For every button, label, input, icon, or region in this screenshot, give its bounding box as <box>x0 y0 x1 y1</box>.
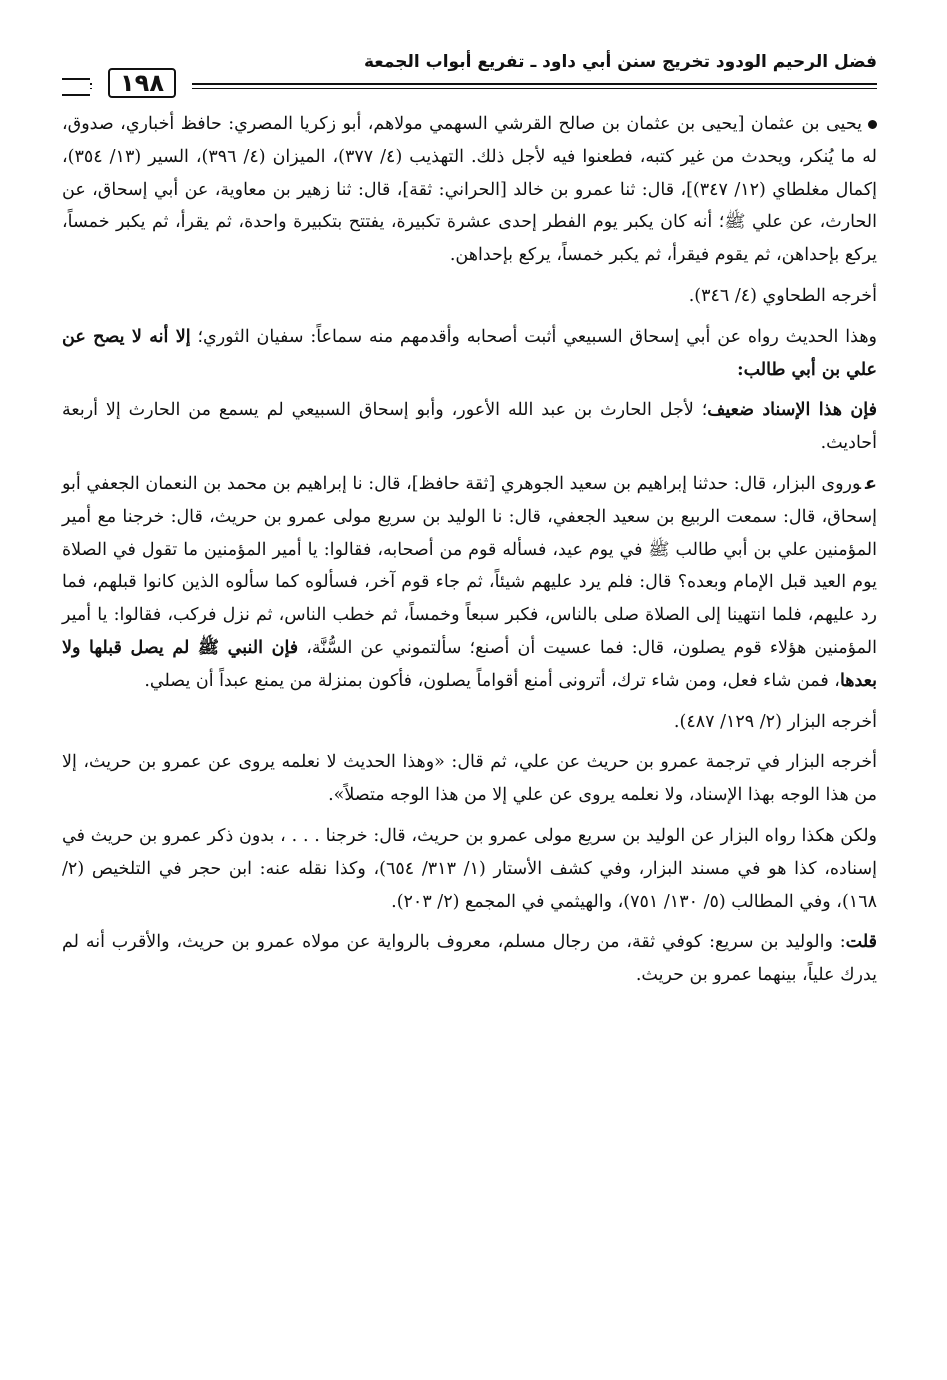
paragraph: فإن هذا الإسناد ضعيف؛ لأجل الحارث بن عبد الله الأعور، وأبو إسحاق السبيعي لم يسمع من الحارث إلا أربعة أحاديث. <box>62 400 877 454</box>
paragraph: أخرجه البزار في ترجمة عمرو بن حريث عن علي، ثم قال: «وهذا الحديث لا نعلمه يروى عن عمرو بن حريث، إلا من هذا الوجه بهذا الإسناد، ولا نعلمه يروى عن علي إلا من هذا الوجه متصلاً». <box>62 752 877 806</box>
book-page <box>62 38 877 1358</box>
bullet-mark: ع <box>865 473 877 494</box>
header-ornament <box>62 78 90 96</box>
page-number-frame <box>92 68 192 98</box>
paragraph: أخرجه البزار (٢/ ١٢٩/ ٤٨٧). <box>673 711 877 732</box>
paragraph: قلت: والوليد بن سريع: كوفي ثقة، من رجال مسلم، معروف بالرواية عن مولاه عمرو بن حريث، والأقرب أنه لم يدرك علياً، بينهما عمرو بن حريث. <box>62 932 877 986</box>
page-body <box>62 108 877 992</box>
paragraph: عوروى البزار، قال: حدثنا إبراهيم بن سعيد الجوهري [ثقة حافظ]، قال: نا إبراهيم بن محمد بن النعمان الجعفي أبو إسحاق، قال: سمعت الربيع بن سعيد الجعفي، قال: نا الوليد بن سريع مولى عمرو بن حريث، قال: خرجنا مع أمير المؤمنين علي بن أبي طالب ﷺ في يوم عيد، فسأله قوم من أصحابه، فقالوا: يا أمير المؤمنين ما تقول في الصلاة يوم العيد قبل الإمام وبعده؟ قال: فلم يرد عليهم شيئاً، ثم جاء قوم آخر، فسألوه كما سألوه الذين كانوا قبلهم، فما رد عليهم، فلما انتهينا إلى الصلاة صلى بالناس، فكبر سبعاً وخمساً، ثم خطب الناس، ثم نزل فركب، فقالوا: يا أمير المؤمنين هؤلاء قوم يصلون، قال: فما عسيت أن أصنع؛ سألتموني عن السُّنَّة، فإن النبي ﷺ لم يصل قبلها ولا بعدها، فمن شاء فعل، ومن شاء ترك، أترونى أمنع أقواماً يصلون، فأكون بمنزلة من يمنع عبداً أن يصلي. <box>62 473 877 691</box>
page-number: ١٩٨ <box>108 68 176 98</box>
bullet-icon <box>868 120 877 129</box>
paragraph: يحيى بن عثمان [يحيى بن عثمان بن صالح القرشي السهمي مولاهم، أبو زكريا المصري: حافظ أخباري، صدوق، له ما يُنكر، ويحدث من غير كتبه، فطعنوا فيه لأجل ذلك. التهذيب (٤/ ٣٧٧)، الميزان (٤/ ٣٩٦)، السير (١٣/ ٣٥٤)، إكمال مغلطاي (١٢/ ٣٤٧)]، قال: ثنا عمرو بن خالد [الحراني: ثقة]، قال: ثنا زهير بن معاوية، عن أبي إسحاق، عن الحارث، عن علي ﷺ؛ أنه كان يكبر يوم الفطر إحدى عشرة تكبيرة، يفتتح بتكبيرة واحدة، ثم يقرأ، ثم يكبر خمساً، يركع بإحداهن، ثم يقوم فيقرأ، ثم يكبر خمساً، يركع بإحداهن. <box>62 114 877 266</box>
running-title: فضل الرحيم الودود تخريج سنن أبي داود ـ تفريع أبواب الجمعة <box>363 52 877 72</box>
page-header <box>62 38 877 108</box>
paragraph: أخرجه الطحاوي (٤/ ٣٤٦). <box>688 285 877 306</box>
paragraph: وهذا الحديث رواه عن أبي إسحاق السبيعي أثبت أصحابه وأقدمهم منه سماعاً: سفيان الثوري؛ إلا أنه لا يصح عن علي بن أبي طالب: <box>62 326 877 380</box>
paragraph: ولكن هكذا رواه البزار عن الوليد بن سريع مولى عمرو بن حريث، قال: خرجنا . . . ، بدون ذكر عمرو بن حريث في إسناده، كذا هو في مسند البزار، وفي كشف الأستار (١/ ٣١٣/ ٦٥٤)، وكذا نقله عنه: ابن حجر في التلخيص (٢/ ١٦٨)، وفي المطالب (٥/ ١٣٠/ ٧٥١)، والهيثمي في المجمع (٢/ ٢٠٣). <box>62 825 877 912</box>
